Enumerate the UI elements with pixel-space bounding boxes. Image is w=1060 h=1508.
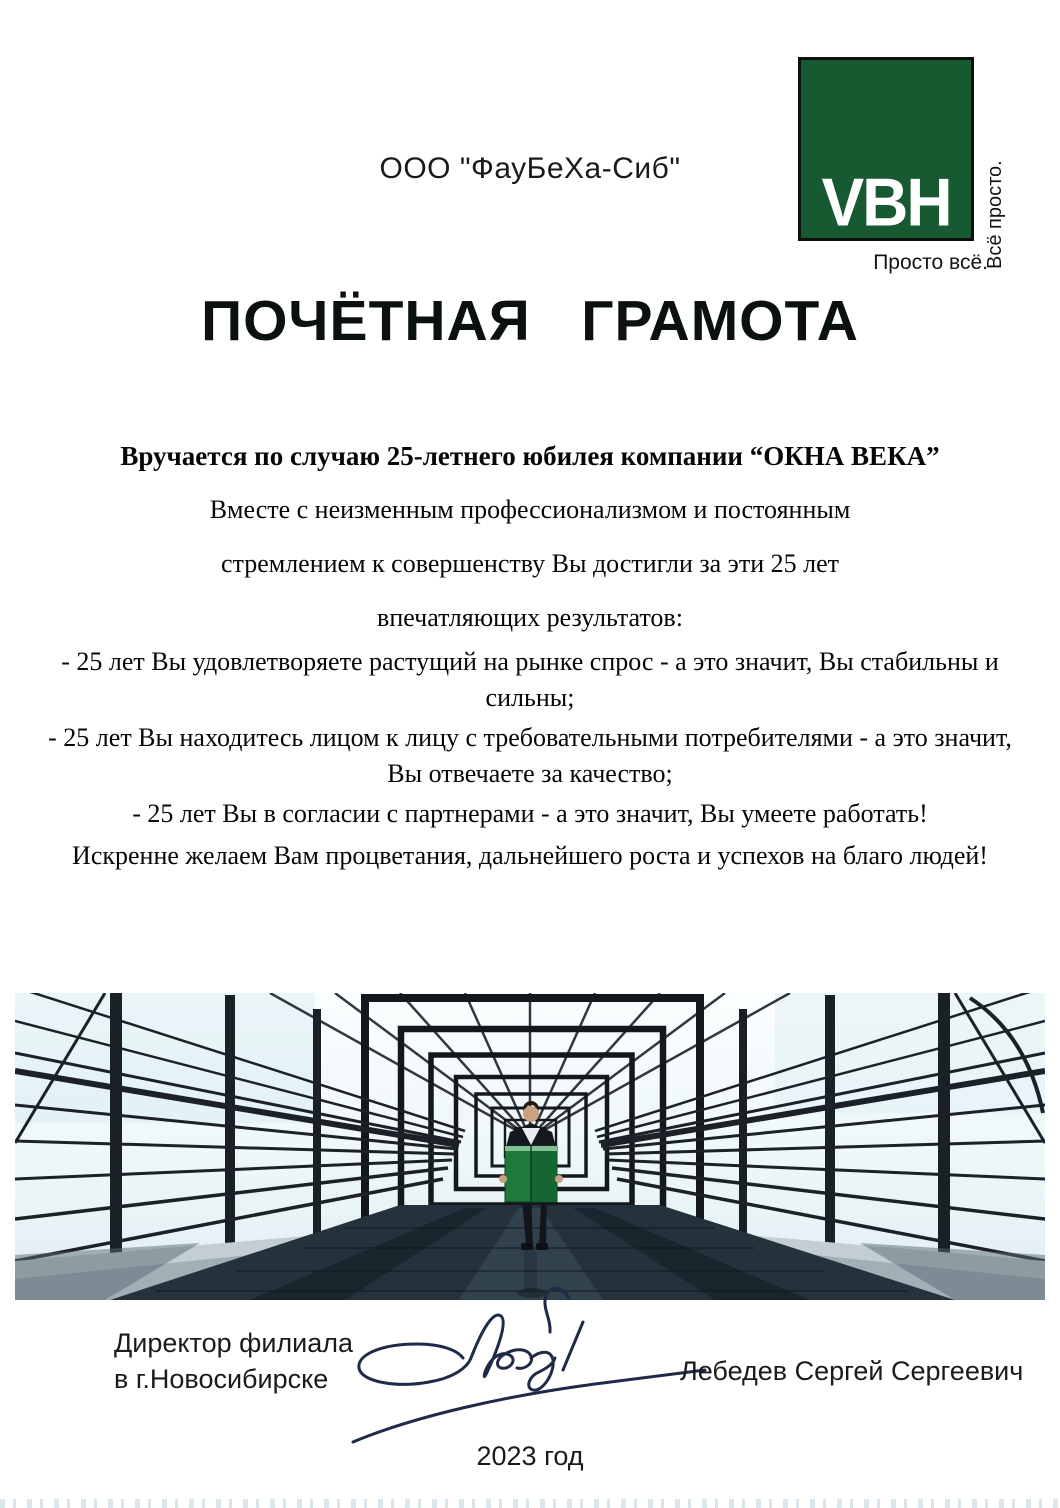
paragraph: - 25 лет Вы находитесь лицом к лицу с требовательными потребителями - а это значит, Вы отвечаете за качество; [48,723,1012,788]
paragraph: Вместе с неизменным профессионализмом и постоянным [209,495,851,524]
certificate-title: ПОЧЁТНАЯ ГРАМОТА [201,289,859,353]
vbh-logo-letters: VBH [821,163,951,241]
paragraph: - 25 лет Вы удовлетворяете растущий на рынке спрос - а это значит, Вы стабильны и сильны; [61,647,999,712]
vbh-logo-square [798,57,974,241]
vbh-tagline-vertical: Всё просто. [984,160,1006,269]
year-line: 2023 год [476,1441,584,1471]
paragraph: впечатляющих результатов: [377,603,683,632]
signature-ascender [545,1288,569,1332]
company-name: ООО "ФауБеХа-Сиб" [379,152,681,185]
signature-descender [529,1352,555,1390]
vbh-logo [798,55,1058,285]
vbh-tagline-horizontal: Просто всё. [873,251,988,274]
signature-loop [359,1344,471,1384]
paragraph: стремлением к совершенству Вы достигли за эти 25 лет [220,549,839,578]
paragraph: - 25 лет Вы в согласии с партнерами - а это значит, Вы умеете работать! [132,799,928,828]
signature-slash [563,1322,583,1370]
lead-paragraph: Вручается по случаю 25-летнего юбилея компании “ОКНА ВЕКА” [120,441,940,471]
signee-name: Лебедев Сергей Сергеевич [680,1356,1024,1386]
signature-image [345,1280,715,1455]
paragraph: Искренне желаем Вам процветания, дальнейшего роста и успехов на благо людей! [72,841,988,870]
scan-artifact [0,1499,1060,1508]
certificate-body [28,438,1032,874]
position-title [114,1325,353,1397]
signature-script [471,1315,532,1377]
bridge-photo [15,993,1045,1300]
position-line2: в г.Новосибирске [114,1364,329,1394]
position-line1: Директор филиала [114,1328,354,1358]
green-box [505,1146,557,1202]
